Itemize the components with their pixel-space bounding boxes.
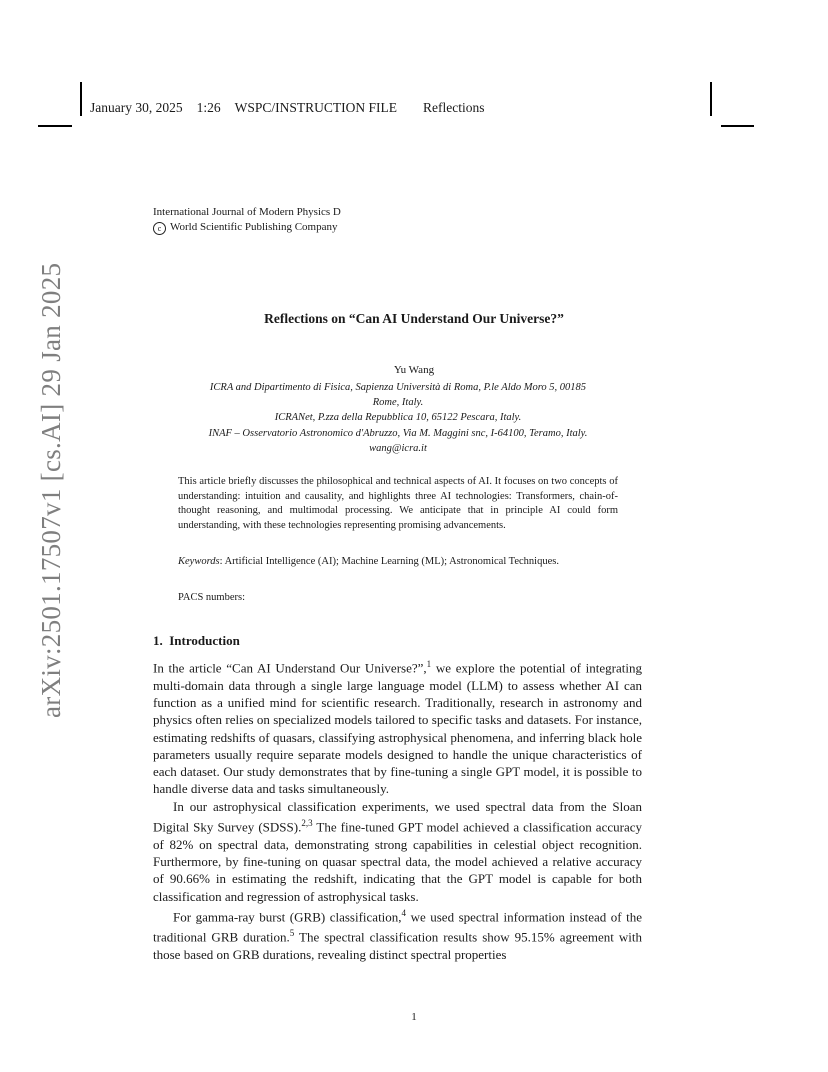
crop-mark-right-horizontal <box>721 125 754 127</box>
crop-mark-right-vertical <box>710 82 712 116</box>
section-heading <box>153 633 240 649</box>
citation-ref: 1 <box>426 659 432 669</box>
paragraph <box>153 798 642 905</box>
journal-publisher: World Scientific Publishing Company <box>170 221 338 233</box>
paragraph-text: The spectral classification results show 95.15% agreement with those based on GRB durations, revealing distinct spectral properties <box>153 929 642 963</box>
paragraph <box>153 656 642 798</box>
citation-ref: 4 <box>401 907 407 918</box>
paragraph-text: The fine-tuned GPT model achieved a classification accuracy of 82% on spectral data, demonstrating strong capabilities in celestial object recognition. Furthermore, by fine-tuning on quasar spectral data, the model achieved a relative accuracy of 90.66% in estimating the redshift, indicating that the GPT model is capable for both classification and regression of astrophysical tasks. <box>153 819 642 904</box>
section-number: 1. <box>153 633 163 648</box>
crop-mark-left-vertical <box>80 82 82 116</box>
paragraph-text: For gamma-ray burst (GRB) classification, <box>173 909 402 925</box>
paragraph-text: In the article “Can AI Understand Our Universe?”, <box>153 660 427 676</box>
keywords-text: : Artificial Intelligence (AI); Machine Learning (ML); Astronomical Techniques. <box>219 556 559 567</box>
affiliation-line: INAF – Osservatorio Astronomico d'Abruzzo, Via M. Maggini snc, I-64100, Teramo, Italy. <box>208 427 588 439</box>
keywords-label: Keywords <box>178 556 220 567</box>
body-text <box>153 656 642 963</box>
keywords <box>178 555 618 570</box>
citation-ref: 5 <box>289 928 295 939</box>
page-number: 1 <box>411 1011 417 1023</box>
citation-ref: 2,3 <box>301 818 313 828</box>
abstract: This article briefly discusses the philosophical and technical aspects of AI. It focuses on two concepts of understanding: intuition and causality, and highlights three AI technologies: Transformers, chain-of-thought reasoning, and multimodal processing. We anticipate that in principle AI could form understanding, with these technologies representing promising advancements. <box>178 476 618 531</box>
affiliation-line: ICRA and Dipartimento di Fisica, Sapienza Università di Roma, P.le Aldo Moro 5, 00185 <box>209 382 587 393</box>
section-title: Introduction <box>169 633 240 648</box>
header-date: January 30, 2025 <box>90 100 183 115</box>
copyright-icon: c <box>153 222 166 235</box>
journal-info <box>153 205 341 235</box>
paragraph-text: we used spectral information instead of the traditional GRB duration. <box>153 909 642 945</box>
journal-publisher-line <box>153 220 341 235</box>
journal-name: International Journal of Modern Physics D <box>153 206 341 218</box>
arxiv-stamp: arXiv:2501.17507v1 [cs.AI] 29 Jan 2025 <box>36 262 66 718</box>
paragraph-text: In our astrophysical classification experiments, we used spectral data from the Sloan Digital Sky Survey (SDSS). <box>153 798 642 835</box>
running-header <box>90 100 499 116</box>
header-short-title: Reflections <box>423 100 485 115</box>
pacs-numbers: PACS numbers: <box>178 592 246 603</box>
paragraph-text: we explore the potential of integrating multi-domain data through a single large language model (LLM) to assess whether AI can function as a unified mind for scientific research. Traditionally, research in astronomy and physics often relies on specialized models tailored to specific tasks and datasets. For instance, estimating redshifts of quasars, classifying astrophysical phenomena, and inferring black hole parameters usually require separate models designed to handle the unique characteristics of each dataset. Our study demonstrates that by fine-tuning a single GPT model, it is possible to handle diverse data and tasks simultaneously. <box>153 660 643 797</box>
header-time: 1:26 <box>196 100 221 115</box>
author-name: Yu Wang <box>393 364 435 376</box>
header-file: WSPC/INSTRUCTION FILE <box>234 100 398 115</box>
paragraph <box>153 905 642 964</box>
affiliations <box>150 380 646 456</box>
author-email: wang@icra.it <box>369 442 427 454</box>
crop-mark-left-horizontal <box>38 125 72 127</box>
paper-title: Reflections on “Can AI Understand Our Universe?” <box>264 311 564 326</box>
affiliation-line: ICRANet, P.zza della Repubblica 10, 65122 Pescara, Italy. <box>274 412 522 424</box>
affiliation-line: Rome, Italy. <box>372 397 424 409</box>
